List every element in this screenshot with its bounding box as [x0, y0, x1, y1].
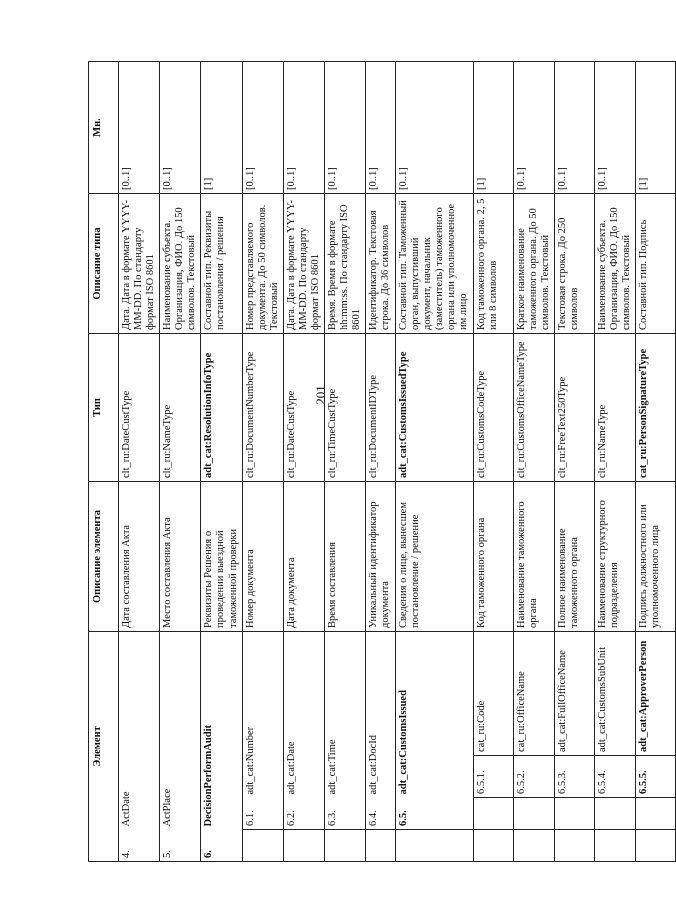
element-name: adt_cat:CustomsSubUnit — [594, 632, 635, 756]
multiplicity: [0..1] — [242, 62, 283, 194]
element-type: clt_ru:DocumentIDType — [366, 334, 396, 482]
row-number: 4. — [119, 830, 160, 862]
row-number: 6.5.4. — [594, 756, 635, 798]
row-number: 6.4. — [366, 798, 396, 830]
multiplicity: [0..1] — [366, 62, 396, 194]
element-name: adt_cat:Time — [324, 632, 365, 798]
row-number: 6.5.1. — [473, 756, 513, 798]
multiplicity: [0..1] — [396, 62, 473, 194]
element-name: adt_cat:DocId — [366, 632, 396, 798]
element-description: Время составления — [324, 482, 365, 632]
table-row — [635, 62, 675, 862]
type-description: Дата. Дата в формате YYYY-MM-DD. По стандарту формат ISO 8601 — [119, 194, 160, 334]
indent-cell — [513, 830, 554, 862]
element-description: Реквизиты Решения о проведении выездной таможенной проверки — [201, 482, 242, 632]
multiplicity: [0..1] — [594, 62, 635, 194]
element-type: clt_ru:NameType — [160, 334, 201, 482]
element-description: Наименование таможенного органа — [513, 482, 554, 632]
element-description: Уникальный идентификатор документа — [366, 482, 396, 632]
element-description: Подпись должностного или уполномоченного лица — [635, 482, 675, 632]
element-type: clt_ru:CustomsCodeType — [473, 334, 513, 482]
element-type: clt_ru:CustomsOfficeNameType — [513, 334, 554, 482]
type-description: Время. Время в формате hh:mm:ss. По стандарту ISO 8601 — [324, 194, 365, 334]
table-row — [554, 62, 594, 862]
element-name: cat_ru:Code — [473, 632, 513, 756]
type-description: Наименование субъекта. Организация, ФИО. До 150 символов. Текстовый — [160, 194, 201, 334]
type-description: Наименование субъекта. Организация, ФИО. До 150 символов. Текстовый — [594, 194, 635, 334]
type-description: Краткое наименование таможенного органа. До 50 символов. Текстовый — [513, 194, 554, 334]
multiplicity: [1] — [473, 62, 513, 194]
multiplicity: [0..1] — [554, 62, 594, 194]
header-type-description: Описание типа — [89, 194, 119, 334]
element-description: Сведения о лице, вынесшем постановление / решение — [396, 482, 473, 632]
indent-cell — [554, 830, 594, 862]
header-description: Описание элемента — [89, 482, 119, 632]
indent-cell — [473, 830, 513, 862]
header-mult: Мн. — [89, 62, 119, 194]
header-element: Элемент — [89, 632, 119, 862]
multiplicity: [0..1] — [513, 62, 554, 194]
element-name: adt_cat:Number — [242, 632, 283, 798]
table-row — [396, 62, 473, 862]
indent-cell — [594, 798, 635, 830]
table-row — [201, 62, 242, 862]
table-row — [119, 62, 160, 862]
indent-cell — [635, 830, 675, 862]
element-type: clt_ru:DocumentNumberType — [242, 334, 283, 482]
element-description: Код таможенного органа — [473, 482, 513, 632]
element-type: clt_ru:TimeCustType — [324, 334, 365, 482]
indent-cell — [473, 798, 513, 830]
element-description: Дата составления Акта — [119, 482, 160, 632]
element-name: adt_cat:FullOfficeName — [554, 632, 594, 756]
indent-cell — [324, 830, 365, 862]
table-row — [513, 62, 554, 862]
element-type: clt_ru:DateCustType — [283, 334, 324, 482]
element-name: ActPlace — [160, 632, 201, 830]
row-number: 5. — [160, 830, 201, 862]
indent-cell — [366, 830, 396, 862]
type-description: Текстовая строка. До 250 символов — [554, 194, 594, 334]
element-type: cat_ru:PersonSignatureType — [635, 334, 675, 482]
indent-cell — [554, 798, 594, 830]
type-description: Идентификатор. Текстовая строка. До 36 символов — [366, 194, 396, 334]
table-row — [366, 62, 396, 862]
indent-cell — [513, 798, 554, 830]
type-description: Код таможенного органа. 2, 5 или 8 символов — [473, 194, 513, 334]
row-number: 6.5. — [396, 798, 473, 830]
type-description: Дата. Дата в формате YYYY-MM-DD. По стандарту формат ISO 8601 — [283, 194, 324, 334]
element-type: adt_cat:ResolutionInfoType — [201, 334, 242, 482]
element-description: Полное наименование таможенного органа — [554, 482, 594, 632]
multiplicity: [0..1] — [283, 62, 324, 194]
document-table-container — [88, 62, 661, 862]
table-row — [242, 62, 283, 862]
indent-cell — [242, 830, 283, 862]
indent-cell — [283, 830, 324, 862]
table-row — [473, 62, 513, 862]
type-description: Составной тип. Подпись — [635, 194, 675, 334]
element-description: Номер документа — [242, 482, 283, 632]
table-row — [324, 62, 365, 862]
type-description: Номер представляемого документа. До 50 символов. Текстовый — [242, 194, 283, 334]
indent-cell — [594, 830, 635, 862]
multiplicity: [1] — [201, 62, 242, 194]
table-header-row — [89, 62, 119, 862]
element-name: adt_cat:Date — [283, 632, 324, 798]
element-name: ActDate — [119, 632, 160, 830]
table-row — [283, 62, 324, 862]
indent-cell — [635, 798, 675, 830]
element-description: Наименование структурного подразделения — [594, 482, 635, 632]
element-name: cat_ru:OfficeName — [513, 632, 554, 756]
element-type: adt_cat:CustomsIssuedType — [396, 334, 473, 482]
multiplicity: [0..1] — [119, 62, 160, 194]
multiplicity: [1] — [635, 62, 675, 194]
element-name: DecisionPerformAudit — [201, 632, 242, 830]
element-description: Место составления Акта — [160, 482, 201, 632]
table-row — [160, 62, 201, 862]
page-number: 201 — [313, 385, 328, 405]
table-row — [594, 62, 635, 862]
element-type: clt_ru:NameType — [594, 334, 635, 482]
row-number: 6.5.3. — [554, 756, 594, 798]
row-number: 6.1. — [242, 798, 283, 830]
row-number: 6. — [201, 830, 242, 862]
header-type: Тип — [89, 334, 119, 482]
element-type: clt_ru:FreeText250Type — [554, 334, 594, 482]
indent-cell — [396, 830, 473, 862]
schema-table — [88, 61, 676, 862]
element-type: clt_ru:DateCustType — [119, 334, 160, 482]
type-description: Составной тип. Таможенный орган, выпустивший документ, начальник (заместитель) таможенного органа или уполномоченное им лицо — [396, 194, 473, 334]
row-number: 6.2. — [283, 798, 324, 830]
element-name: adt_cat:ApproverPerson — [635, 632, 675, 756]
row-number: 6.5.5. — [635, 756, 675, 798]
type-description: Составной тип. Реквизиты постановления / решения — [201, 194, 242, 334]
row-number: 6.5.2. — [513, 756, 554, 798]
element-name: adt_cat:CustomsIssued — [396, 632, 473, 798]
row-number: 6.3. — [324, 798, 365, 830]
multiplicity: [0..1] — [160, 62, 201, 194]
element-description: Дата документа — [283, 482, 324, 632]
multiplicity: [0..1] — [324, 62, 365, 194]
